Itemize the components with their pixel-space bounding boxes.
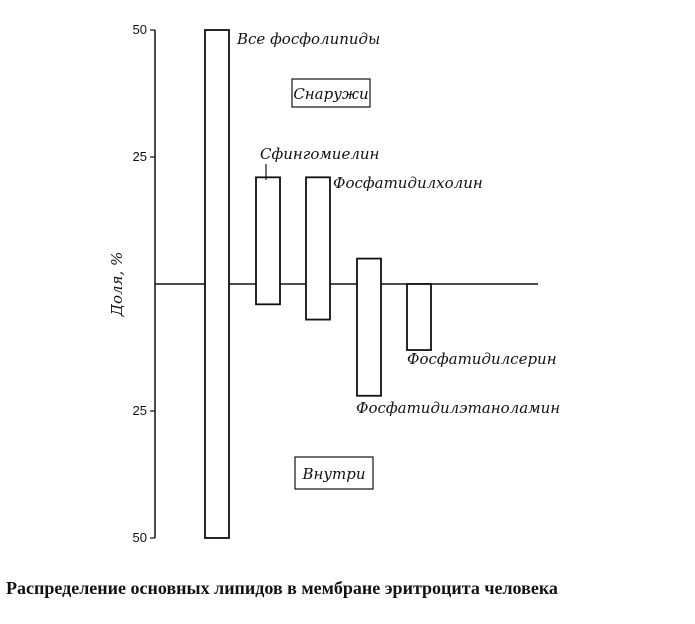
inside-label: Внутри: [302, 465, 366, 483]
y-tick-label: 50: [132, 22, 147, 37]
y-tick-label: 25: [132, 149, 147, 164]
bar: [407, 284, 431, 350]
y-axis-label: Доля, %: [108, 251, 126, 317]
bar-label: Все фосфолипиды: [237, 30, 381, 48]
y-tick-label: 25: [132, 403, 147, 418]
bar: [256, 177, 280, 304]
bar-label: Фосфатидилхолин: [333, 174, 483, 192]
bar: [205, 30, 229, 538]
inside-region-label: [295, 457, 373, 489]
outside-region-label: [292, 79, 370, 107]
bar: [357, 259, 381, 396]
outside-label: Снаружи: [293, 85, 369, 103]
bar-label: Сфингомиелин: [260, 145, 380, 163]
bar-label: Фосфатидилэтаноламин: [356, 399, 561, 417]
figure-caption: Распределение основных липидов в мембране эритроцита человека: [6, 578, 558, 598]
bar-label: Фосфатидилсерин: [407, 350, 557, 368]
bar: [306, 177, 330, 319]
y-tick-label: 50: [132, 530, 147, 545]
